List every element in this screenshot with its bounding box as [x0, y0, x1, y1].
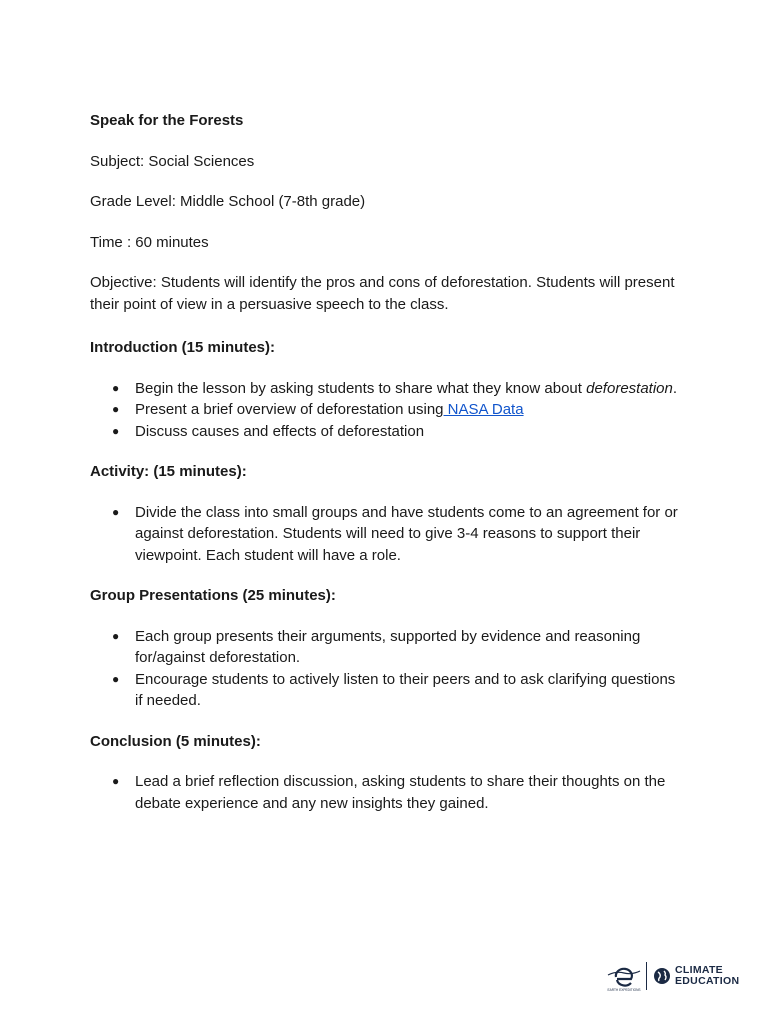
intro-item-1-italic: deforestation: [586, 379, 673, 397]
logo-line-2: EDUCATION: [675, 975, 740, 987]
globe-icon: [653, 967, 671, 985]
intro-item-3-text: Discuss causes and effects of deforestation: [135, 422, 425, 440]
objective-paragraph: Objective: Students will identify the pros and cons of deforestation. Students will present their point of view in a persuasive speech to the class.: [90, 274, 675, 313]
nasa-data-link[interactable]: NASA Data: [443, 401, 524, 418]
intro-item-1-text: Begin the lesson by asking students to share what they know about: [135, 379, 587, 397]
activity-item-1-text: Divide the class into small groups and have students come to an agreement for or against deforestation. Students will need to give 3-4 reasons to support their viewpoint. Each student will have a role.: [135, 503, 678, 564]
footer-logo: [606, 958, 746, 994]
intro-item-1-end: .: [672, 379, 678, 397]
group-item-2-text: Encourage students to actively listen to their peers and to ask clarifying questions if needed.: [135, 670, 676, 709]
list-item: [90, 399, 680, 421]
list-item: [90, 626, 680, 669]
group-presentations-heading: Group Presentations (25 minutes):: [90, 587, 336, 604]
conclusion-item-1-text: Lead a brief reflection discussion, asking students to share their thoughts on the debate experience and any new insights they gained.: [135, 773, 666, 812]
conclusion-heading: Conclusion (5 minutes):: [90, 732, 261, 750]
list-item: [90, 502, 680, 567]
list-item: [90, 378, 680, 400]
subject-line: Subject: Social Sciences: [90, 152, 255, 170]
intro-item-2-text: Present a brief overview of deforestation using: [135, 401, 444, 418]
conclusion-list: [90, 771, 680, 814]
activity-list: [90, 502, 680, 567]
list-item: [90, 421, 680, 443]
time-line: Time : 60 minutes: [90, 233, 209, 251]
logo-line-1: CLIMATE: [675, 964, 723, 976]
list-item: [90, 669, 680, 712]
climate-education-wordmark: [675, 965, 739, 987]
grade-level-line: Grade Level: Middle School (7-8th grade): [90, 193, 366, 210]
list-item: [90, 771, 680, 814]
activity-heading: Activity: (15 minutes):: [90, 463, 247, 480]
earth-expeditions-logo-icon: [606, 959, 642, 993]
introduction-list: [90, 378, 680, 443]
logo-small-text: EARTH EXPEDITIONS: [607, 988, 641, 992]
document-title: Speak for the Forests: [90, 112, 244, 129]
group-presentations-list: [90, 626, 680, 712]
document-body: [90, 110, 680, 833]
introduction-heading: Introduction (15 minutes):: [90, 339, 275, 356]
logo-divider: [646, 962, 647, 990]
group-item-1-text: Each group presents their arguments, supported by evidence and reasoning for/against deforestation.: [135, 627, 641, 666]
